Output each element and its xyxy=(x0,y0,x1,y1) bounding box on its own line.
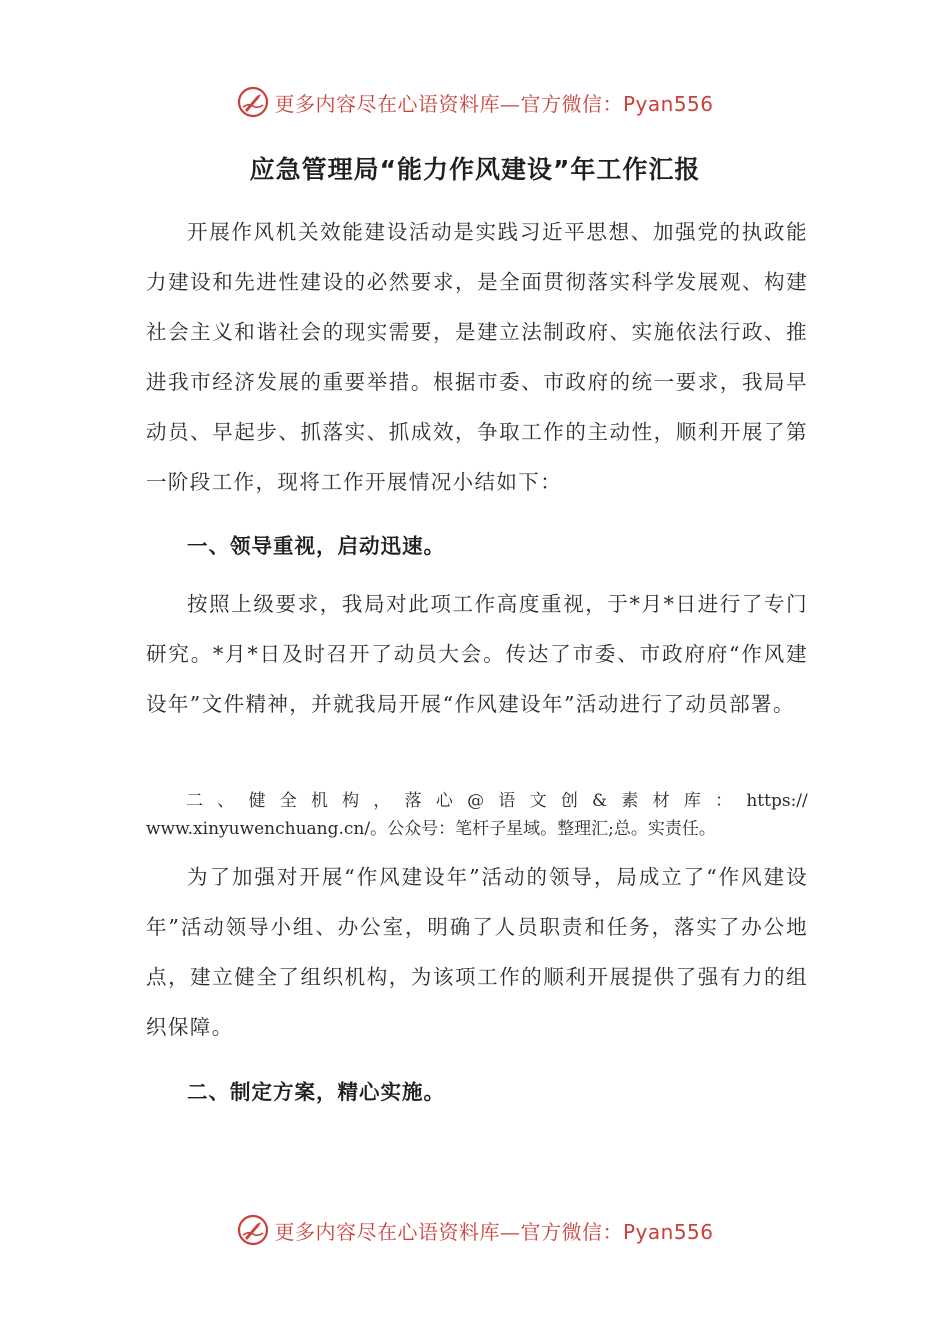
heading-2-char: ， xyxy=(373,791,391,811)
banner-slogan: 更多内容尽在心语资料库—官方微信： xyxy=(274,1219,623,1244)
banner-text xyxy=(274,1216,713,1245)
heading-2-char: 机 xyxy=(310,791,328,811)
heading-2-char: 创 xyxy=(560,791,578,811)
heading-2-char: @ xyxy=(467,791,485,811)
document-title: 应急管理局“能力作风建设”年工作汇报 xyxy=(249,155,701,184)
heading-2-char: 文 xyxy=(529,791,547,811)
heading-2-char: 语 xyxy=(498,791,516,811)
pen-nib-logo-icon xyxy=(236,85,270,119)
paragraph-leadership: 按照上级要求，我局对此项工作高度重视，于*月*日进行了专门研究。*月*日及时召开了动员大会。传达了市委、市政府府“作风建设年”文件精神，并就我局开展“作风建设年”活动进行了动员部署。 xyxy=(146,592,808,716)
banner-wechat-id: Pyan556 xyxy=(622,1219,714,1244)
heading-2-char: 、 xyxy=(217,791,235,811)
heading-2-char: 素 xyxy=(621,791,639,811)
section-heading-2-line-1 xyxy=(146,787,808,815)
header-banner xyxy=(0,82,950,122)
section-heading-1: 一、领导重视，启动迅速。 xyxy=(187,534,445,558)
heading-2-char: 构 xyxy=(342,791,360,811)
section-heading-3: 二、制定方案，精心实施。 xyxy=(187,1080,445,1104)
heading-2-char: ： xyxy=(715,791,733,811)
heading-2-char: 心 xyxy=(435,791,453,811)
heading-2-char: 材 xyxy=(652,791,670,811)
heading-2-char: 二 xyxy=(186,791,203,811)
section-heading-2-line-2: www.xinyuwenchuang.cn/。公众号：笔杆子星域。整理汇;总。实责任。 xyxy=(146,819,716,839)
heading-2-char: 库 xyxy=(683,791,701,811)
paragraph-intro: 开展作风机关效能建设活动是实践习近平思想、加强党的执政能力建设和先进性建设的必然要求，是全面贯彻落实科学发展观、构建社会主义和谐社会的现实需要，是建立法制政府、实施依法行政、推进我市经济发展的重要举措。根据市委、市政府的统一要求，我局早动员、早起步、抓落实、抓成效，争取工作的主动性，顺利开展了第一阶段工作，现将工作开展情况小结如下： xyxy=(146,220,808,494)
banner-text xyxy=(274,88,713,117)
heading-2-url-start: https:// xyxy=(746,791,808,811)
heading-2-char: & xyxy=(592,791,608,811)
banner-wechat-id: Pyan556 xyxy=(622,91,714,116)
heading-2-char: 全 xyxy=(279,791,297,811)
paragraph-organization: 为了加强对开展“作风建设年”活动的领导，局成立了“作风建设年”活动领导小组、办公室，明确了人员职责和任务，落实了办公地点，建立健全了组织机构，为该项工作的顺利开展提供了强有力的组织保障。 xyxy=(146,865,808,1039)
heading-2-char: 健 xyxy=(248,791,266,811)
banner-slogan: 更多内容尽在心语资料库—官方微信： xyxy=(274,91,623,116)
pen-nib-logo-icon xyxy=(236,1213,270,1247)
section-heading-2 xyxy=(146,787,808,843)
heading-2-char: 落 xyxy=(404,791,422,811)
footer-banner xyxy=(0,1210,950,1250)
